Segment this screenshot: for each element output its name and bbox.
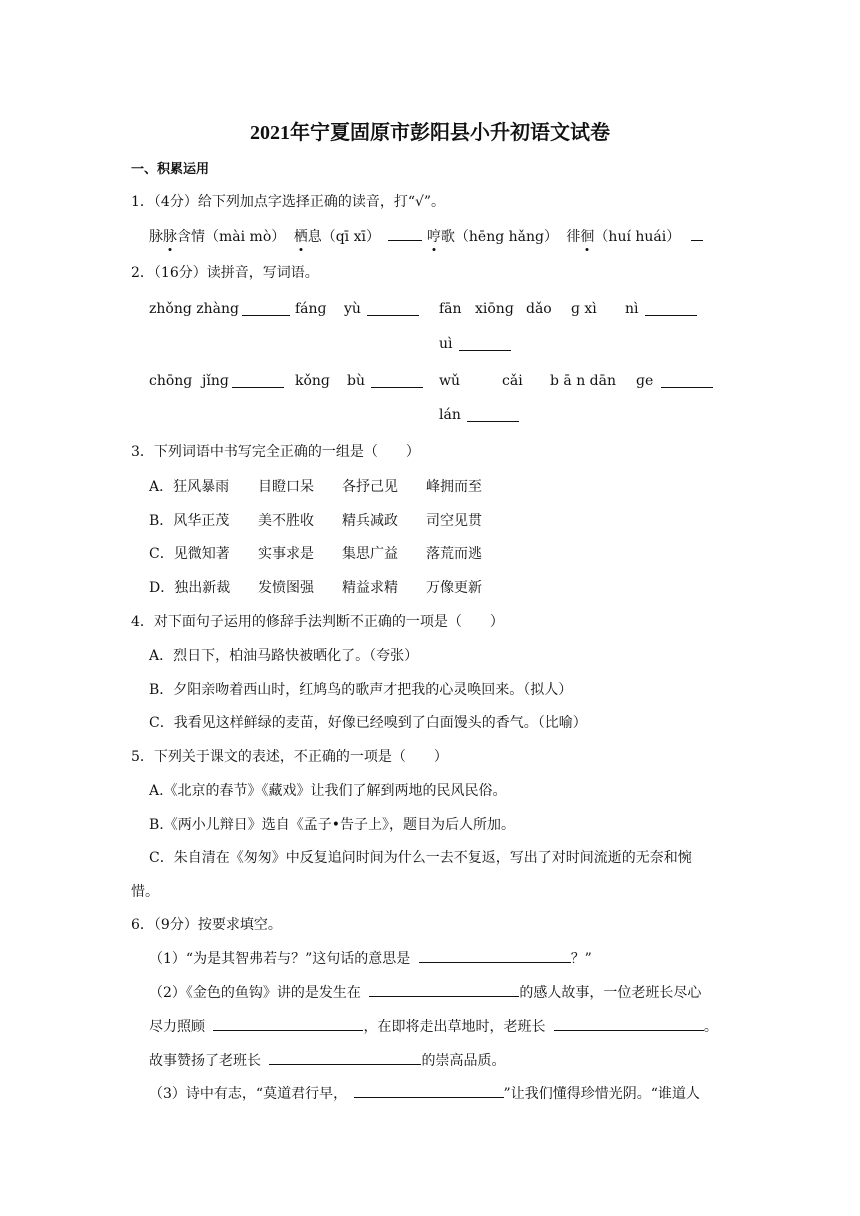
question-4-head: 4．对下面句子运用的修辞手法判断不正确的一项是（ ） <box>131 614 504 630</box>
question-4-option-b: B．夕阳亲吻着西山时，红鸠鸟的歌声才把我的心灵唤回来。（拟人） <box>149 682 573 698</box>
answer-blank[interactable] <box>371 373 423 388</box>
section-heading: 一、积累运用 <box>131 162 210 177</box>
answer-blank[interactable] <box>661 373 713 388</box>
option-word: 落荒而逃 <box>426 546 482 562</box>
question-3-head: 3．下列词语中书写完全正确的一组是（ ） <box>131 444 420 460</box>
answer-blank[interactable] <box>232 373 284 388</box>
char: 脉 <box>149 229 163 245</box>
question-4-option-a: A．烈日下，柏油马路快被晒化了。（夸张） <box>149 648 419 664</box>
sub-text: 的崇高品质。 <box>421 1053 506 1069</box>
answer-blank[interactable] <box>691 226 703 241</box>
option-label: B．风华正茂 <box>149 513 230 529</box>
pinyin: b ā n dān <box>550 373 617 389</box>
sub-text: ？” <box>570 951 592 967</box>
question-2-head: 2．（16分）读拼音，写词语。 <box>131 265 319 281</box>
pinyin: bù <box>347 373 365 389</box>
pinyin: xiōnɡ <box>475 301 514 317</box>
question-5-option-c-cont: 惜。 <box>131 884 159 900</box>
option-word: 峰拥而至 <box>426 479 482 495</box>
answer-blank[interactable] <box>388 226 422 241</box>
pinyin: ɡ xì <box>571 301 597 317</box>
char: 息 <box>307 229 322 245</box>
answer-blank[interactable] <box>419 948 571 963</box>
question-6-sub-2-line-2 <box>149 1016 718 1036</box>
dotted-char: 徊 <box>580 226 594 246</box>
pinyin: fān <box>439 301 462 317</box>
answer-blank[interactable] <box>645 301 697 316</box>
answer-blank[interactable] <box>269 1050 421 1065</box>
answer-blank[interactable] <box>242 301 290 316</box>
option-word: 发愤图强 <box>258 580 314 596</box>
option-label: A．狂风暴雨 <box>149 479 230 495</box>
question-5-option-c: C．朱自清在《匆匆》中反复追问时间为什么一去不复返，写出了对时间流逝的无奈和惋 <box>149 850 692 866</box>
option-word: 司空见贯 <box>426 513 482 529</box>
answer-blank[interactable] <box>354 1083 504 1098</box>
sub-text: （1）“为是其智弗若与？”这句话的意思是 <box>149 951 411 967</box>
sub-text: 故事赞扬了老班长 <box>149 1053 261 1069</box>
pinyin: jǐnɡ <box>202 373 229 389</box>
option-word: 各抒己见 <box>342 479 398 495</box>
sub-text: （2）《金色的鱼钩》讲的是发生在 <box>149 985 361 1001</box>
question-1-head: 1．（4分）给下列加点字选择正确的读音，打“√”。 <box>131 194 446 210</box>
question-6-sub-2-line-3 <box>149 1050 505 1070</box>
sub-text: ”让我们懂得珍惜光阴。“谁道人 <box>503 1086 700 1102</box>
question-6-sub-3 <box>149 1083 700 1103</box>
option-label: C．见微知著 <box>149 546 230 562</box>
option-word: 精兵减政 <box>342 513 398 529</box>
option-word: 精益求精 <box>342 580 398 596</box>
word: 含情 <box>177 229 205 245</box>
option-word: 目瞪口呆 <box>258 479 314 495</box>
question-1-items <box>149 226 703 246</box>
option-word: 实事求是 <box>258 546 314 562</box>
sub-text: 尽力照顾 <box>149 1019 205 1035</box>
pinyin: zhǒng zhàng <box>149 301 239 317</box>
question-5-option-b: B.《两小儿辩日》选自《孟子•告子上》，题目为后人所加。 <box>149 817 515 833</box>
sub-text: 。 <box>703 1019 718 1035</box>
answer-blank[interactable] <box>213 1016 363 1031</box>
pinyin: kǒnɡ <box>295 373 330 389</box>
dotted-char: 哼 <box>427 226 441 246</box>
answer-blank[interactable] <box>467 407 519 422</box>
pinyin: fánɡ <box>295 301 327 317</box>
answer-blank[interactable] <box>369 982 519 997</box>
answer-blank[interactable] <box>367 301 419 316</box>
option-word: 集思广益 <box>342 546 398 562</box>
pinyin-options: （mài mò） <box>205 229 286 245</box>
option-label: D．独出新裁 <box>149 580 231 596</box>
pinyin: ɡe <box>636 373 654 389</box>
pinyin: dǎo <box>526 301 552 317</box>
question-5-head: 5．下列关于课文的表述，不正确的一项是（ ） <box>131 749 448 765</box>
option-word: 美不胜收 <box>258 513 314 529</box>
question-4-option-c: C．我看见这样鲜绿的麦苗，好像已经嗅到了白面馒头的香气。（比喻） <box>149 715 587 731</box>
question-6-sub-1 <box>149 948 592 968</box>
pinyin-options: （qī xī） <box>321 229 380 245</box>
pinyin-options: （hēng hǎng） <box>454 229 558 245</box>
question-6-head: 6．（9分）按要求填空。 <box>131 917 282 933</box>
dotted-char: 栖 <box>294 226 308 246</box>
pinyin: yù <box>344 301 361 317</box>
pinyin: nì <box>625 301 639 317</box>
answer-blank[interactable] <box>459 336 511 351</box>
pinyin: uì <box>439 336 453 352</box>
question-6-sub-2-line-1 <box>149 982 701 1002</box>
sub-text: （3）诗中有志，“莫道君行早， <box>149 1086 348 1102</box>
sub-text: ，在即将走出草地时，老班长 <box>363 1019 546 1035</box>
pinyin: lán <box>439 407 461 423</box>
option-word: 万像更新 <box>426 580 482 596</box>
page-title: 2021年宁夏固原市彭阳县小升初语文试卷 <box>250 122 610 144</box>
dotted-char: 脉 <box>163 226 177 246</box>
question-5-option-a: A.《北京的春节》《藏戏》让我们了解到两地的民风民俗。 <box>149 783 507 799</box>
char: 歌 <box>440 229 455 245</box>
sub-text: 的感人故事，一位老班长尽心 <box>519 985 702 1001</box>
char: 徘 <box>566 229 581 245</box>
answer-blank[interactable] <box>554 1016 704 1031</box>
pinyin: wǔ <box>439 373 460 389</box>
pinyin: cǎi <box>502 373 523 389</box>
pinyin-options: （huí huái） <box>594 229 681 245</box>
pinyin: chōnɡ <box>149 373 193 389</box>
